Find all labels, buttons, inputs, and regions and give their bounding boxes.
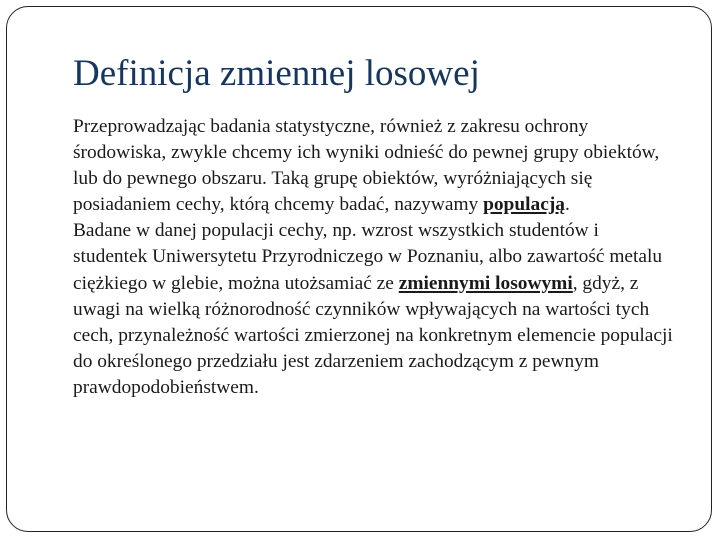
paragraph-text: Badane w danej populacji cechy, np. wzrost wszystkich studentów i studentek Uniwersytetu Przyrodniczego w Poznaniu, albo zawartość metalu ciężkiego w glebie, można utożsamiać ze <box>73 220 663 294</box>
paragraph-population <box>73 114 673 218</box>
term-random-variables: zmiennymi losowymi <box>398 272 573 294</box>
term-population: populacją <box>483 194 565 216</box>
slide-body <box>73 114 673 401</box>
paragraph-text: . <box>564 194 570 216</box>
paragraph-text: Przeprowadzając badania statystyczne, również z zakresu ochrony środowiska, zwykle chcemy ich wyniki odnieść do pewnej grupy obiektów, lub do pewnego obszaru. Taką grupę obiektów, wyróżniających się posiadaniem cechy, którą chcemy badać, nazywamy <box>73 116 660 216</box>
paragraph-random-variables <box>73 218 673 401</box>
slide-title: Definicja zmiennej losowej <box>73 53 480 94</box>
paragraph-text: , gdyż, z uwagi na wielką różnorodność czynników wpływających na wartości tych cech, przynależność wartości zmierzonej na konkretnym elemencie populacji do określonego przedziału jest zdarzeniem zachodzącym z pewnym prawdopodobieństwem. <box>73 272 673 398</box>
